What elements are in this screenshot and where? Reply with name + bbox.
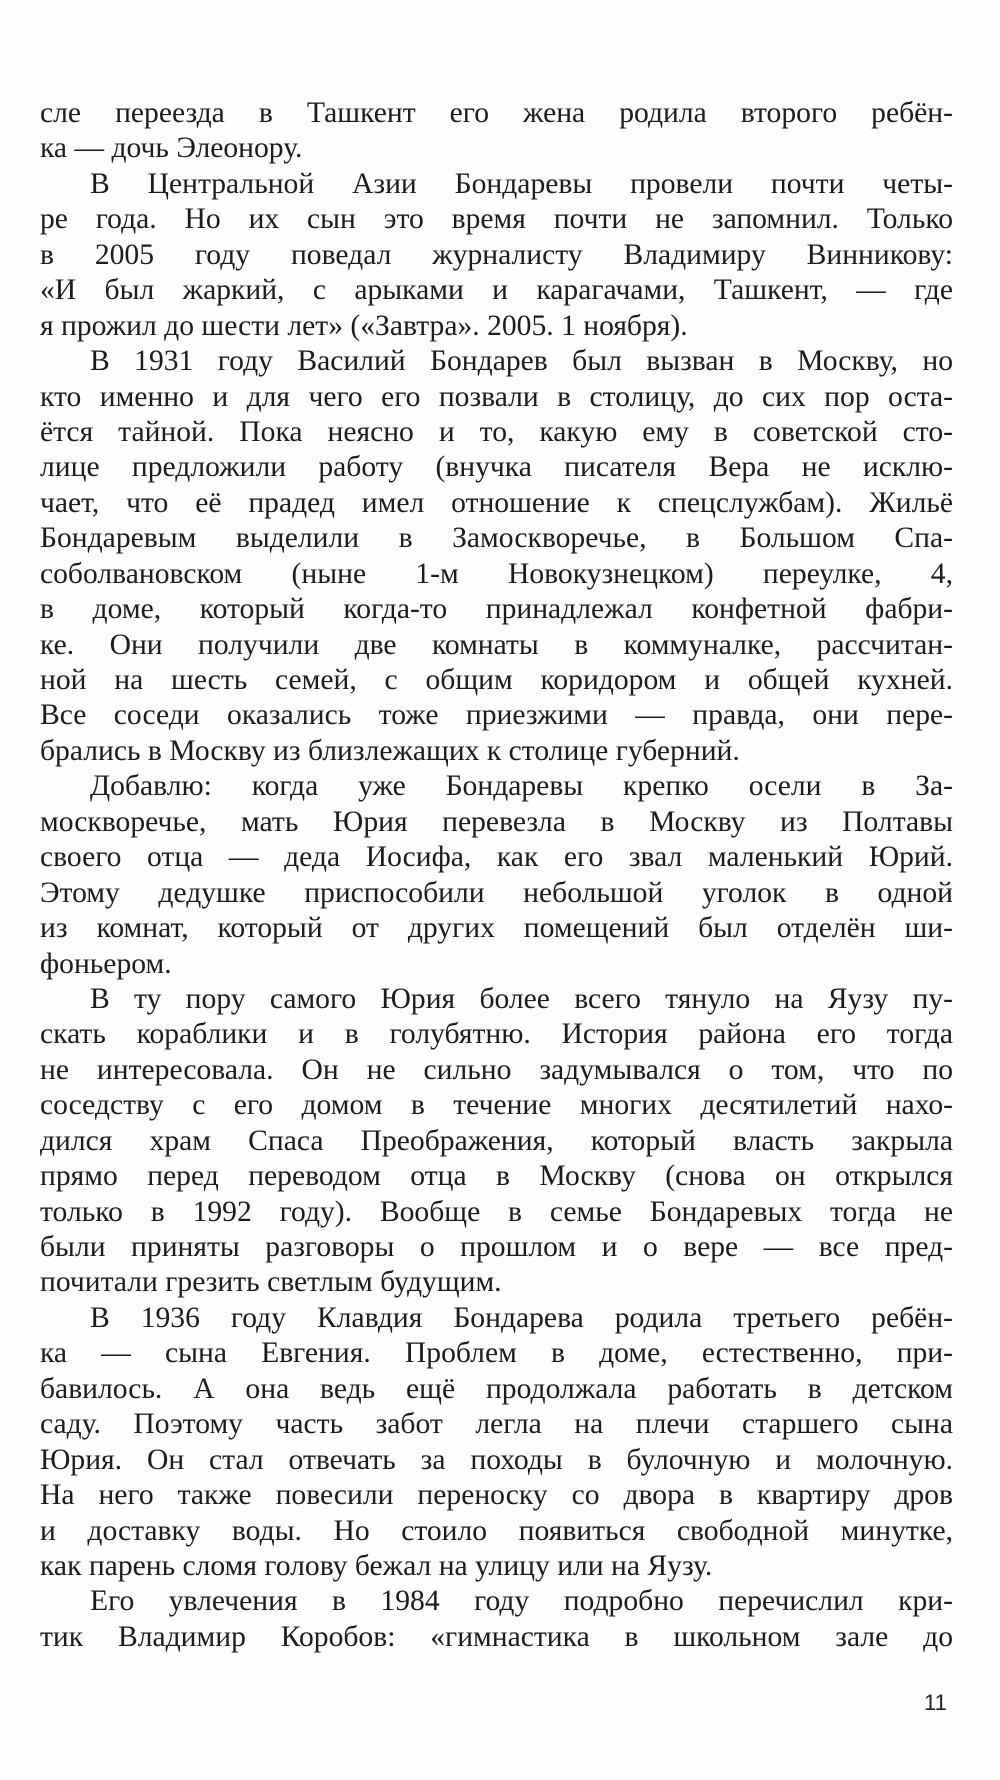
- text-line: Его увлечения в 1984 году подробно перечислил кри-: [90, 1585, 953, 1618]
- text-line: соседству с его домом в течение многих десятилетий нахо-: [40, 1089, 953, 1122]
- text-line: прямо перед переводом отца в Москву (снова он открылся: [40, 1160, 953, 1193]
- text-line: ка — сына Евгения. Проблем в доме, естественно, при-: [40, 1337, 953, 1370]
- text-line: Юрия. Он стал отвечать за походы в булочную и молочную.: [40, 1443, 953, 1476]
- text-line: кто именно и для чего его позвали в столицу, до сих пор оста-: [40, 380, 953, 413]
- text-line: брались в Москву из близлежащих к столице губерний.: [40, 734, 740, 767]
- text-line: скать кораблики и в голубятню. История района его тогда: [40, 1018, 953, 1051]
- text-line: почитали грезить светлым будущим.: [40, 1266, 502, 1299]
- text-line: «И был жаркий, с арыками и карагачами, Ташкент, — где: [40, 274, 953, 307]
- text-line: как парень сломя голову бежал на улицу или на Яузу.: [40, 1549, 713, 1582]
- text-line: дился храм Спаса Преображения, который власть закрыла: [40, 1124, 953, 1157]
- text-line: бавилось. А она ведь ещё продолжала работать в детском: [40, 1372, 953, 1405]
- text-line: ётся тайной. Пока неясно и то, какую ему в советской сто-: [40, 415, 953, 448]
- text-line: саду. Поэтому часть забот легла на плечи старшего сына: [40, 1408, 953, 1441]
- text-line: только в 1992 году). Вообще в семье Бондаревых тогда не: [40, 1195, 953, 1228]
- text-line: Добавлю: когда уже Бондаревы крепко осели в За-: [90, 770, 953, 803]
- text-line: ке. Они получили две комнаты в коммуналке, рассчитан-: [40, 628, 953, 661]
- text-line: ной на шесть семей, с общим коридором и общей кухней.: [40, 664, 953, 696]
- text-line: в доме, который когда-то принадлежал конфетной фабри-: [40, 593, 953, 626]
- text-line: ре года. Но их сын это время почти не запомнил. Только: [40, 203, 953, 236]
- text-line: фоньером.: [40, 947, 172, 980]
- body-text: [40, 96, 953, 1655]
- text-line: тик Владимир Коробов: «гимнастика в школьном зале до: [40, 1620, 953, 1653]
- text-line: москворечье, мать Юрия перевезла в Москву из Полтавы: [40, 805, 953, 838]
- text-line: сле переезда в Ташкент его жена родила второго ребён-: [40, 97, 953, 129]
- text-line: Этому дедушке приспособили небольшой уголок в одной: [40, 876, 953, 909]
- page-number: 11: [924, 1690, 947, 1715]
- text-line: соболвановском (ныне 1-м Новокузнецком) переулке, 4,: [40, 557, 953, 590]
- text-line: в 2005 году поведал журналисту Владимиру Винникову:: [40, 238, 953, 271]
- text-line: В 1931 году Василий Бондарев был вызван в Москву, но: [90, 345, 953, 378]
- text-line: чает, что её прадед имел отношение к спецслужбам). Жильё: [40, 486, 953, 519]
- text-line: В ту пору самого Юрия более всего тянуло на Яузу пу-: [90, 982, 953, 1015]
- text-line: Все соседи оказались тоже приезжими — правда, они пере-: [40, 699, 953, 732]
- text-line: В 1936 году Клавдия Бондарева родила третьего ребён-: [90, 1301, 953, 1334]
- text-line: были приняты разговоры о прошлом и о вере — все пред-: [40, 1231, 953, 1263]
- text-line: из комнат, который от других помещений был отделён ши-: [40, 912, 953, 945]
- text-line: Бондаревым выделили в Замоскворечье, в Большом Спа-: [40, 522, 953, 555]
- text-line: На него также повесили переноску со двора в квартиру дров: [40, 1479, 953, 1512]
- text-line: лице предложили работу (внучка писателя Вера не исклю-: [40, 451, 953, 484]
- text-line: В Центральной Азии Бондаревы провели почти четы-: [90, 167, 953, 200]
- text-line: не интересовала. Он не сильно задумывался о том, что по: [40, 1053, 953, 1086]
- text-line: и доставку воды. Но стоило появиться свободной минутке,: [40, 1514, 953, 1547]
- text-line: я прожил до шести лет» («Завтра». 2005. 1 ноября).: [40, 309, 688, 342]
- text-line: своего отца — деда Иосифа, как его звал маленький Юрий.: [40, 841, 953, 874]
- text-line: ка — дочь Элеонору.: [40, 132, 303, 165]
